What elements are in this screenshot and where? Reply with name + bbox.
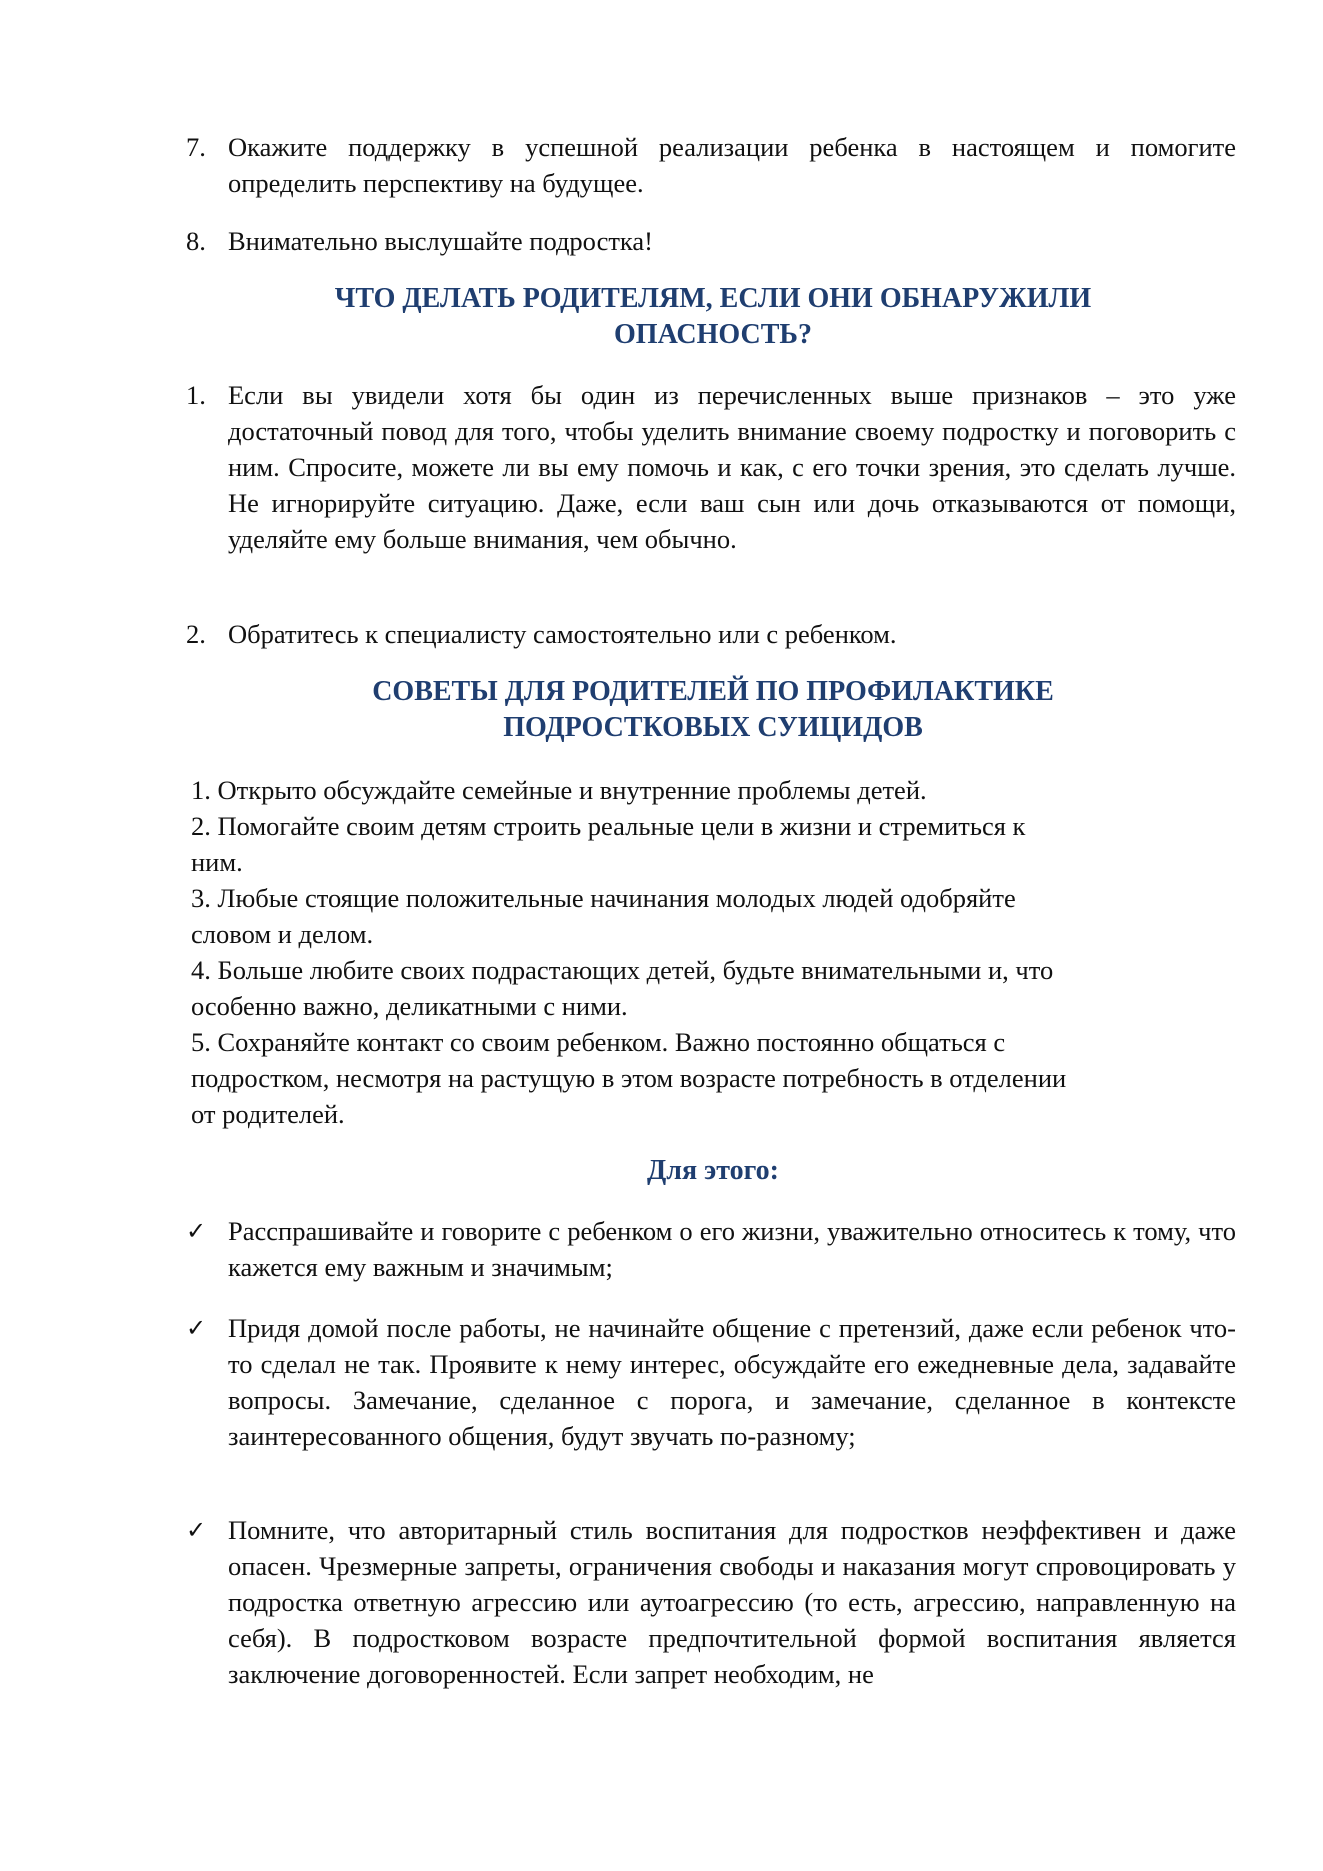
heading-line: ПОДРОСТКОВЫХ СУИЦИДОВ [503, 712, 923, 743]
tips-line: 4. Больше любите своих подрастающих детей, будьте внимательными и, что [191, 955, 1054, 985]
check-list-item-3 [186, 1512, 1236, 1692]
list-item-text: Окажите поддержку в успешной реализации ребенка в настоящем и помогите определить перспективу на будущее. [228, 132, 1236, 198]
tips-line: 1. Открыто обсуждайте семейные и внутренние проблемы детей. [191, 775, 927, 805]
tips-line: от родителей. [191, 1099, 345, 1129]
heading-line: ОПАСНОСТЬ? [614, 319, 812, 350]
list-marker: 2. [186, 619, 206, 649]
list-item-text: Если вы увидели хотя бы один из перечисленных выше признаков – это уже достаточный повод для того, чтобы уделить внимание своему подростку и поговорить с ним. Спросите, можете ли вы ему помочь и как, с его точки зрения, это сделать лучше. Не игнорируйте ситуацию. Даже, если ваш сын или дочь отказываются от помощи, уделяйте ему больше внимания, чем обычно. [228, 380, 1236, 554]
heading-line: Для этого: [647, 1155, 779, 1186]
list-item-text: Придя домой после работы, не начинайте общение с претензий, даже если ребенок что-то сделал не так. Проявите к нему интерес, обсуждайте его ежедневные дела, задавайте вопросы. Замечание, сделанное с порога, и замечание, сделанное в контексте заинтересованного общения, будут звучать по-разному; [228, 1313, 1236, 1451]
tips-line: 2. Помогайте своим детям строить реальные цели в жизни и стремиться к [191, 811, 1026, 841]
list-item-text: Расспрашивайте и говорите с ребенком о его жизни, уважительно относитесь к тому, что кажется ему важным и значимым; [228, 1216, 1236, 1282]
list-item-text: Обратитесь к специалисту самостоятельно или с ребенком. [228, 619, 897, 649]
section-heading-for-this [228, 1153, 1198, 1189]
heading-line: СОВЕТЫ ДЛЯ РОДИТЕЛЕЙ ПО ПРОФИЛАКТИКЕ [372, 676, 1054, 707]
section-heading-danger [228, 281, 1198, 353]
section-heading-tips [228, 674, 1198, 746]
tips-paragraph [191, 772, 1241, 1132]
check-list-item-2 [186, 1310, 1236, 1454]
list-marker: 8. [186, 226, 206, 256]
tips-line: словом и делом. [191, 919, 374, 949]
tips-line: 5. Сохраняйте контакт со своим ребенком. Важно постоянно общаться с [191, 1027, 1006, 1057]
checkmark-icon: ✓ [186, 1516, 207, 1544]
checkmark-icon: ✓ [186, 1314, 207, 1342]
tips-line: подростком, несмотря на растущую в этом возрасте потребность в отделении [191, 1063, 1067, 1093]
list-item-text: Внимательно выслушайте подростка! [228, 226, 653, 256]
tips-line: 3. Любые стоящие положительные начинания молодых людей одобряйте [191, 883, 1016, 913]
heading-line: ЧТО ДЕЛАТЬ РОДИТЕЛЯМ, ЕСЛИ ОНИ ОБНАРУЖИЛИ [334, 283, 1092, 314]
check-list-item-1 [186, 1213, 1236, 1285]
list-item-7 [186, 129, 1236, 201]
tips-line: особенно важно, деликатными с ними. [191, 991, 628, 1021]
list-item-text: Помните, что авторитарный стиль воспитания для подростков неэффективен и даже опасен. Чрезмерные запреты, ограничения свободы и наказания могут спровоцировать у подростка ответную агрессию или аутоагрессию (то есть, агрессию, направленную на себя). В подростковом возрасте предпочтительной формой воспитания является заключение договоренностей. Если запрет необходим, не [228, 1515, 1236, 1689]
list-marker: 1. [186, 380, 206, 410]
list-item-8 [186, 223, 1236, 259]
tips-line: ним. [191, 847, 243, 877]
danger-list-item-2 [186, 616, 1236, 652]
list-marker: 7. [186, 132, 206, 162]
checkmark-icon: ✓ [186, 1217, 207, 1245]
danger-list-item-1 [186, 377, 1236, 557]
